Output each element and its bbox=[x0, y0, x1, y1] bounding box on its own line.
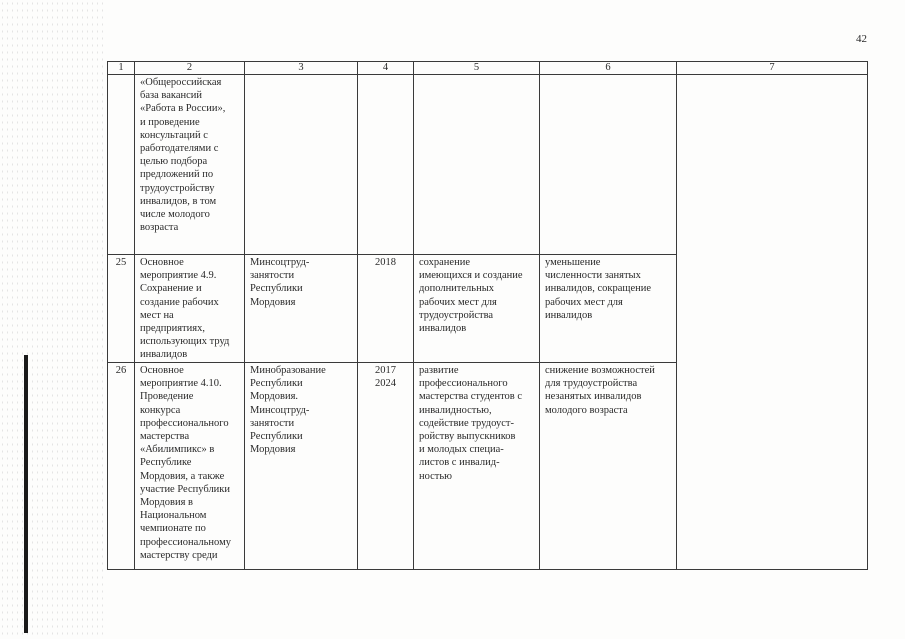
header-cell: 4 bbox=[358, 62, 414, 75]
result-cell: уменьшение численности занятых инвалидов, сокращение рабочих мест для инвалидов bbox=[540, 255, 677, 363]
header-cell: 2 bbox=[135, 62, 245, 75]
header-cell: 3 bbox=[245, 62, 358, 75]
header-cell: 6 bbox=[540, 62, 677, 75]
years-cell bbox=[358, 75, 414, 255]
goal-cell: сохранение имеющихся и создание дополнительных рабочих мест для трудоустройства инвалидов bbox=[414, 255, 540, 363]
years-cell bbox=[358, 363, 414, 570]
goal-cell bbox=[414, 75, 540, 255]
years-cell bbox=[358, 255, 414, 363]
table-row bbox=[108, 75, 868, 255]
header-cell: 1 bbox=[108, 62, 135, 75]
executor-cell: Минсоцтруд- занятости Республики Мордовия bbox=[245, 255, 358, 363]
measure-cell: Основное мероприятие 4.10. Проведение конкурса профессионального мастерства «Абилимпикс» в Республике Мордовия, а также участие Республики Мордовия в Национальном чемпионате по профессиональному мастерству среди bbox=[135, 363, 245, 570]
result-cell: снижение возможностей для трудоустройства незанятых инвалидов молодого возраста bbox=[540, 363, 677, 570]
row-number bbox=[108, 75, 135, 255]
row-number: 26 bbox=[108, 363, 135, 570]
row-number: 25 bbox=[108, 255, 135, 363]
executor-cell: Минобразование Республики Мордовия. Минсоцтруд- занятости Республики Мордовия bbox=[245, 363, 358, 570]
header-cell: 7 bbox=[677, 62, 868, 75]
goal-cell: развитие профессионального мастерства студентов с инвалидностью, содействие трудоуст- ройству выпускников и молодых специа- листов с инвалид- ностью bbox=[414, 363, 540, 570]
header-cell: 5 bbox=[414, 62, 540, 75]
executor-cell bbox=[245, 75, 358, 255]
program-table bbox=[107, 61, 868, 570]
scan-noise bbox=[0, 0, 105, 639]
end-year: 2024 bbox=[375, 378, 396, 390]
measure-cell: Основное мероприятие 4.9. Сохранение и создание рабочих мест на предприятиях, использующих труд инвалидов bbox=[135, 255, 245, 363]
start-year: 2017 bbox=[375, 365, 396, 376]
start-year: 2018 bbox=[375, 257, 396, 268]
result-cell bbox=[540, 75, 677, 255]
page-number: 42 bbox=[856, 33, 867, 45]
measure-cell: «Общероссийская база вакансий «Работа в России», и проведение консультаций с работодателями с целью подбора предложений по трудоустройству инвалидов, в том числе молодого возраста bbox=[135, 75, 245, 255]
scan-edge-bar bbox=[24, 355, 28, 633]
column-7-cell bbox=[677, 75, 868, 570]
table-header-row bbox=[108, 62, 868, 75]
